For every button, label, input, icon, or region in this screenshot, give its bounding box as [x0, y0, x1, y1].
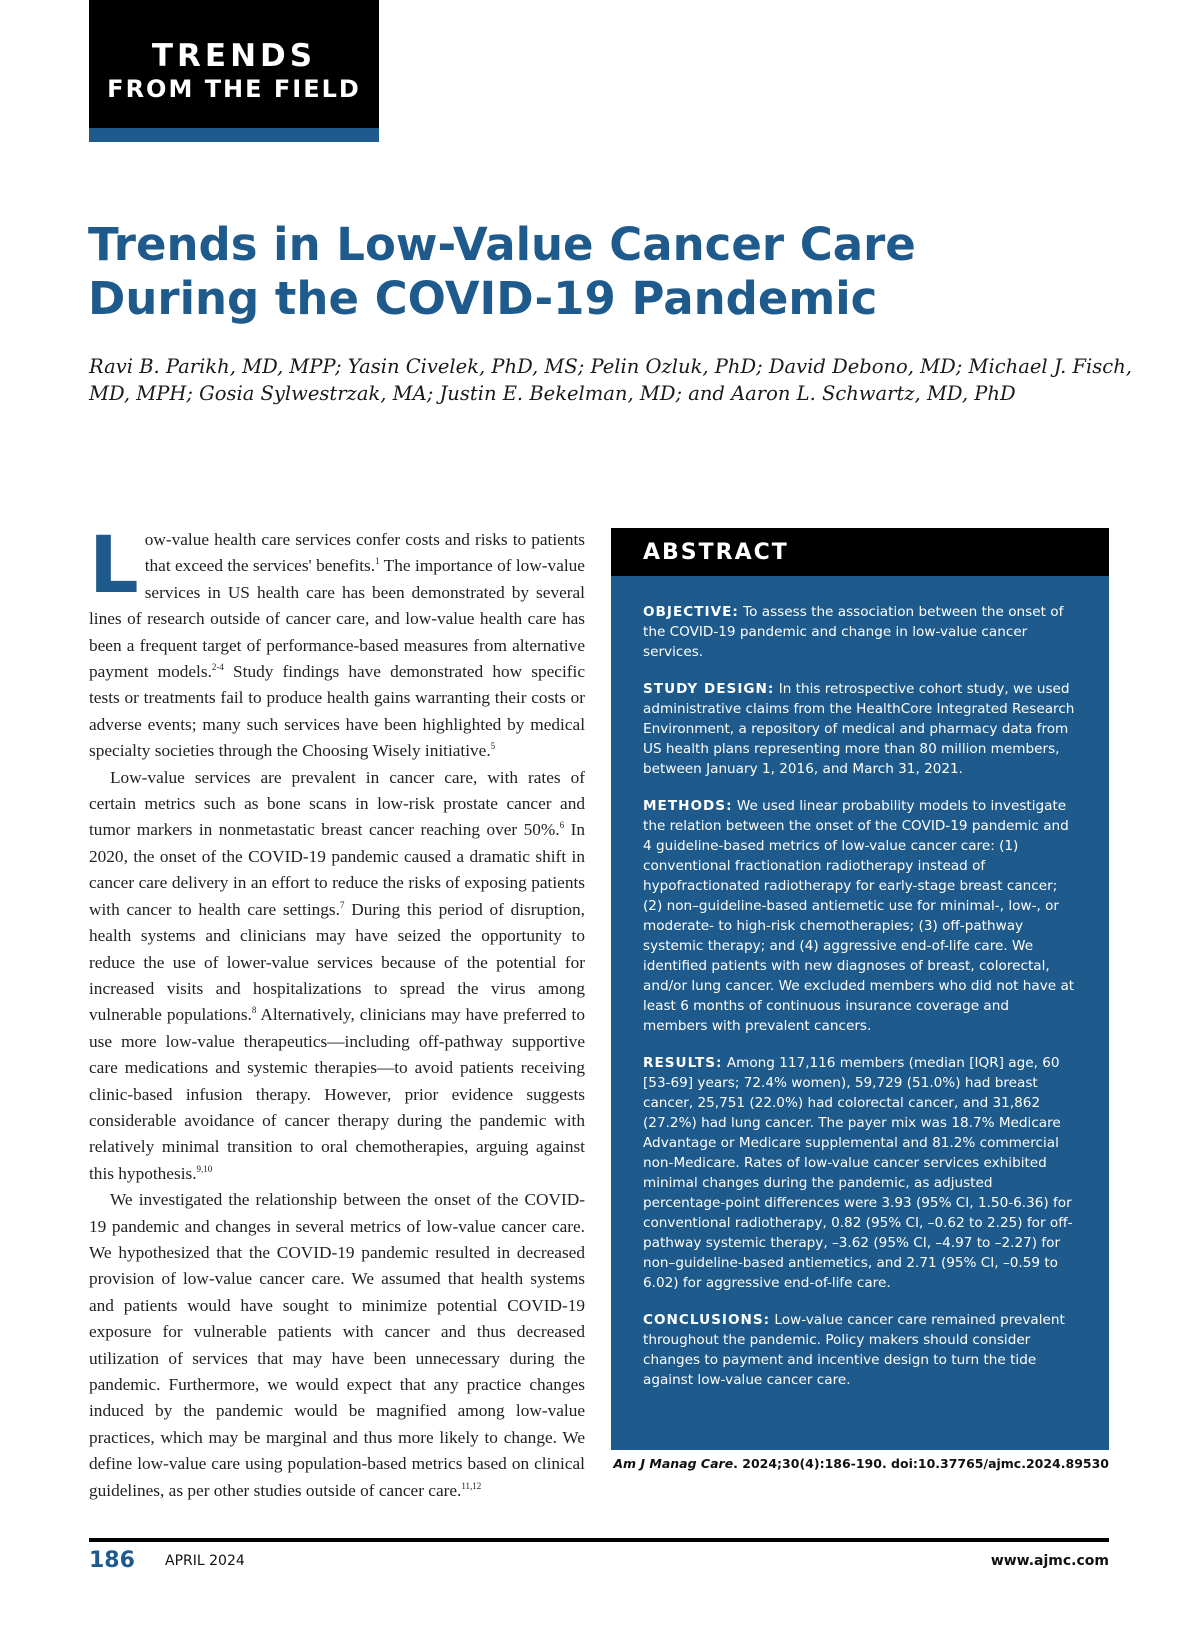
abstract-text: In this retrospective cohort study, we used administrative claims from the HealthCore Integrated Research Environment, a repository of medical and pharmacy data from US health plans representing more than 80 million members, between January 1, 2016, and March 31, 2021. — [643, 681, 1075, 777]
abstract-label: STUDY DESIGN: — [643, 681, 775, 697]
footnote-ref: 5 — [490, 741, 496, 752]
footnote-ref: 8 — [251, 1005, 257, 1016]
issue-date: APRIL 2024 — [165, 1553, 245, 1569]
footnote-ref: 9,10 — [196, 1163, 213, 1174]
body-paragraph-2 — [89, 765, 585, 1188]
abstract-text: We used linear probability models to investigate the relation between the onset of the COVID-19 pandemic and 4 guideline-based metrics of low-value cancer care: (1) conventional fractionation radiotherapy instead of hypofractionated radiotherapy for early-stage breast cancer; (2) non–guideline-based antiemetic use for minimal-, low-, or moderate- to high-risk chemotherapies; (3) off-pathway systemic therapy; and (4) aggressive end-of-life care. We identified patients with new diagnoses of breast, colorectal, and/or lung cancer. We excluded members who did not have at least 6 months of continuous insurance coverage and members with prevalent cancers. — [643, 798, 1075, 1034]
body-text: Alternatively, clinicians may have preferred to use more low-value therapeutics—including off-pathway supportive care medications and systemic therapies—to avoid patients receiving clinic-based infusion therapy. However, prior evidence suggests considerable avoidance of cancer therapy during the pandemic with relatively minimal transition to oral chemotherapies, arguing against this hypothesis. — [89, 1005, 585, 1183]
footer-rule — [89, 1538, 1109, 1542]
footnote-ref: 11,12 — [461, 1480, 482, 1491]
section-banner — [89, 0, 379, 142]
abstract-text: Among 117,116 members (median [IQR] age, 60 [53-69] years; 72.4% women), 59,729 (51.0%) had breast cancer, 25,751 (22.0%) had colorectal cancer, and 31,862 (27.2%) had lung cancer. The payer mix was 18.7% Medicare Advantage or Medicare supplemental and 81.2% commercial non-Medicare. Rates of low-value cancer services exhibited minimal changes during the pandemic, as adjusted percentage-point differences were 3.93 (95% CI, 1.50-6.36) for conventional radiotherapy, 0.82 (95% CI, –0.62 to 2.25) for off-pathway systemic therapy, –3.62 (95% CI, –4.97 to –2.27) for non–guideline-based antiemetics, and 2.71 (95% CI, –0.59 to 6.02) for aggressive end-of-life care. — [643, 1055, 1073, 1291]
banner-block — [89, 0, 379, 128]
abstract-study-design — [643, 679, 1077, 779]
citation-details: . 2024;30(4):186-190. doi:10.37765/ajmc.2024.89530 — [733, 1456, 1109, 1471]
abstract-label: METHODS: — [643, 798, 733, 814]
footnote-ref: 1 — [375, 556, 380, 567]
abstract-label: CONCLUSIONS: — [643, 1312, 771, 1328]
banner-line-2: FROM THE FIELD — [107, 75, 361, 103]
abstract-box — [611, 528, 1109, 1450]
abstract-objective — [643, 602, 1077, 662]
body-text-column — [89, 521, 586, 1504]
body-text: Low-value services are prevalent in cancer care, with rates of certain metrics such as bone scans in low-risk prostate cancer and tumor markers in nonmetastatic breast cancer reaching over 50%. — [89, 767, 585, 840]
journal-url[interactable]: www.ajmc.com — [990, 1553, 1109, 1569]
body-text: ow-value health care services confer costs and risks to patients that exceed the services' benefits. — [144, 530, 585, 576]
footnote-ref: 6 — [559, 820, 565, 831]
abstract-methods — [643, 796, 1077, 1036]
article-authors: Ravi B. Parikh, MD, MPP; Yasin Civelek, PhD, MS; Pelin Ozluk, PhD; David Debono, MD; Michael J. Fisch, MD, MPH; Gosia Sylwestrzak, MA; Justin E. Bekelman, MD; and Aaron L. Schwartz, MD, PhD — [89, 355, 1132, 405]
journal-name: Am J Manag Care — [613, 1456, 734, 1471]
abstract-body — [611, 576, 1109, 1390]
abstract-text: To assess the association between the onset of the COVID-19 pandemic and change in low-value cancer services. — [643, 604, 1064, 660]
body-text: Study findings have demonstrated how specific tests or treatments fail to produce health gains warranting their costs or adverse events; many such services have been highlighted by medical specialty societies through the Choosing Wisely initiative. — [89, 662, 585, 761]
body-text: The importance of low-value services in US health care has been demonstrated by several lines of research outside of cancer care, and low-value health care has been a frequent target of performance-based measures from alternative payment models. — [89, 556, 585, 682]
abstract-heading: ABSTRACT — [611, 528, 1109, 576]
body-text: In 2020, the onset of the COVID-19 pandemic caused a dramatic shift in cancer care delivery in an effort to reduce the risks of exposing patients with cancer to health care settings. — [89, 820, 586, 919]
drop-cap: L — [89, 521, 139, 611]
banner-accent-bar — [89, 128, 379, 142]
abstract-text: Low-value cancer care remained prevalent throughout the pandemic. Policy makers should consider changes to payment and incentive design to turn the tide against low-value cancer care. — [643, 1312, 1065, 1388]
citation-line — [611, 1456, 1109, 1471]
body-text: During this period of disruption, health systems and clinicians may have seized the opportunity to reduce the use of lower-value services because of the potential for increased visits and hospitalizations to spread the virus among vulnerable populations. — [89, 899, 585, 1025]
abstract-label: OBJECTIVE: — [643, 604, 739, 620]
banner-line-1: TRENDS — [151, 38, 317, 74]
abstract-conclusions — [643, 1310, 1077, 1390]
body-paragraph-1 — [89, 521, 585, 765]
page-number: 186 — [89, 1548, 135, 1573]
footnote-ref: 7 — [339, 899, 345, 910]
abstract-results — [643, 1053, 1077, 1293]
abstract-label: RESULTS: — [643, 1055, 723, 1071]
body-paragraph-3 — [89, 1187, 585, 1504]
footnote-ref: 2-4 — [211, 662, 224, 673]
body-text: We investigated the relationship between the onset of the COVID-19 pandemic and changes in several metrics of low-value cancer care. We hypothesized that the COVID-19 pandemic resulted in decreased provision of low-value cancer care. We assumed that health systems and patients would have sought to minimize potential COVID-19 exposure for vulnerable patients with cancer and thus decreased utilization of services that may have been unnecessary during the pandemic. Furthermore, we would expect that any practice changes induced by the pandemic would be magnified among low-value practices, which may be marginal and thus more likely to change. We define low-value care using population-based metrics based on clinical guidelines, as per other studies outside of cancer care. — [89, 1190, 585, 1500]
article-title: Trends in Low-Value Cancer Care During the COVID-19 Pandemic — [88, 218, 916, 325]
